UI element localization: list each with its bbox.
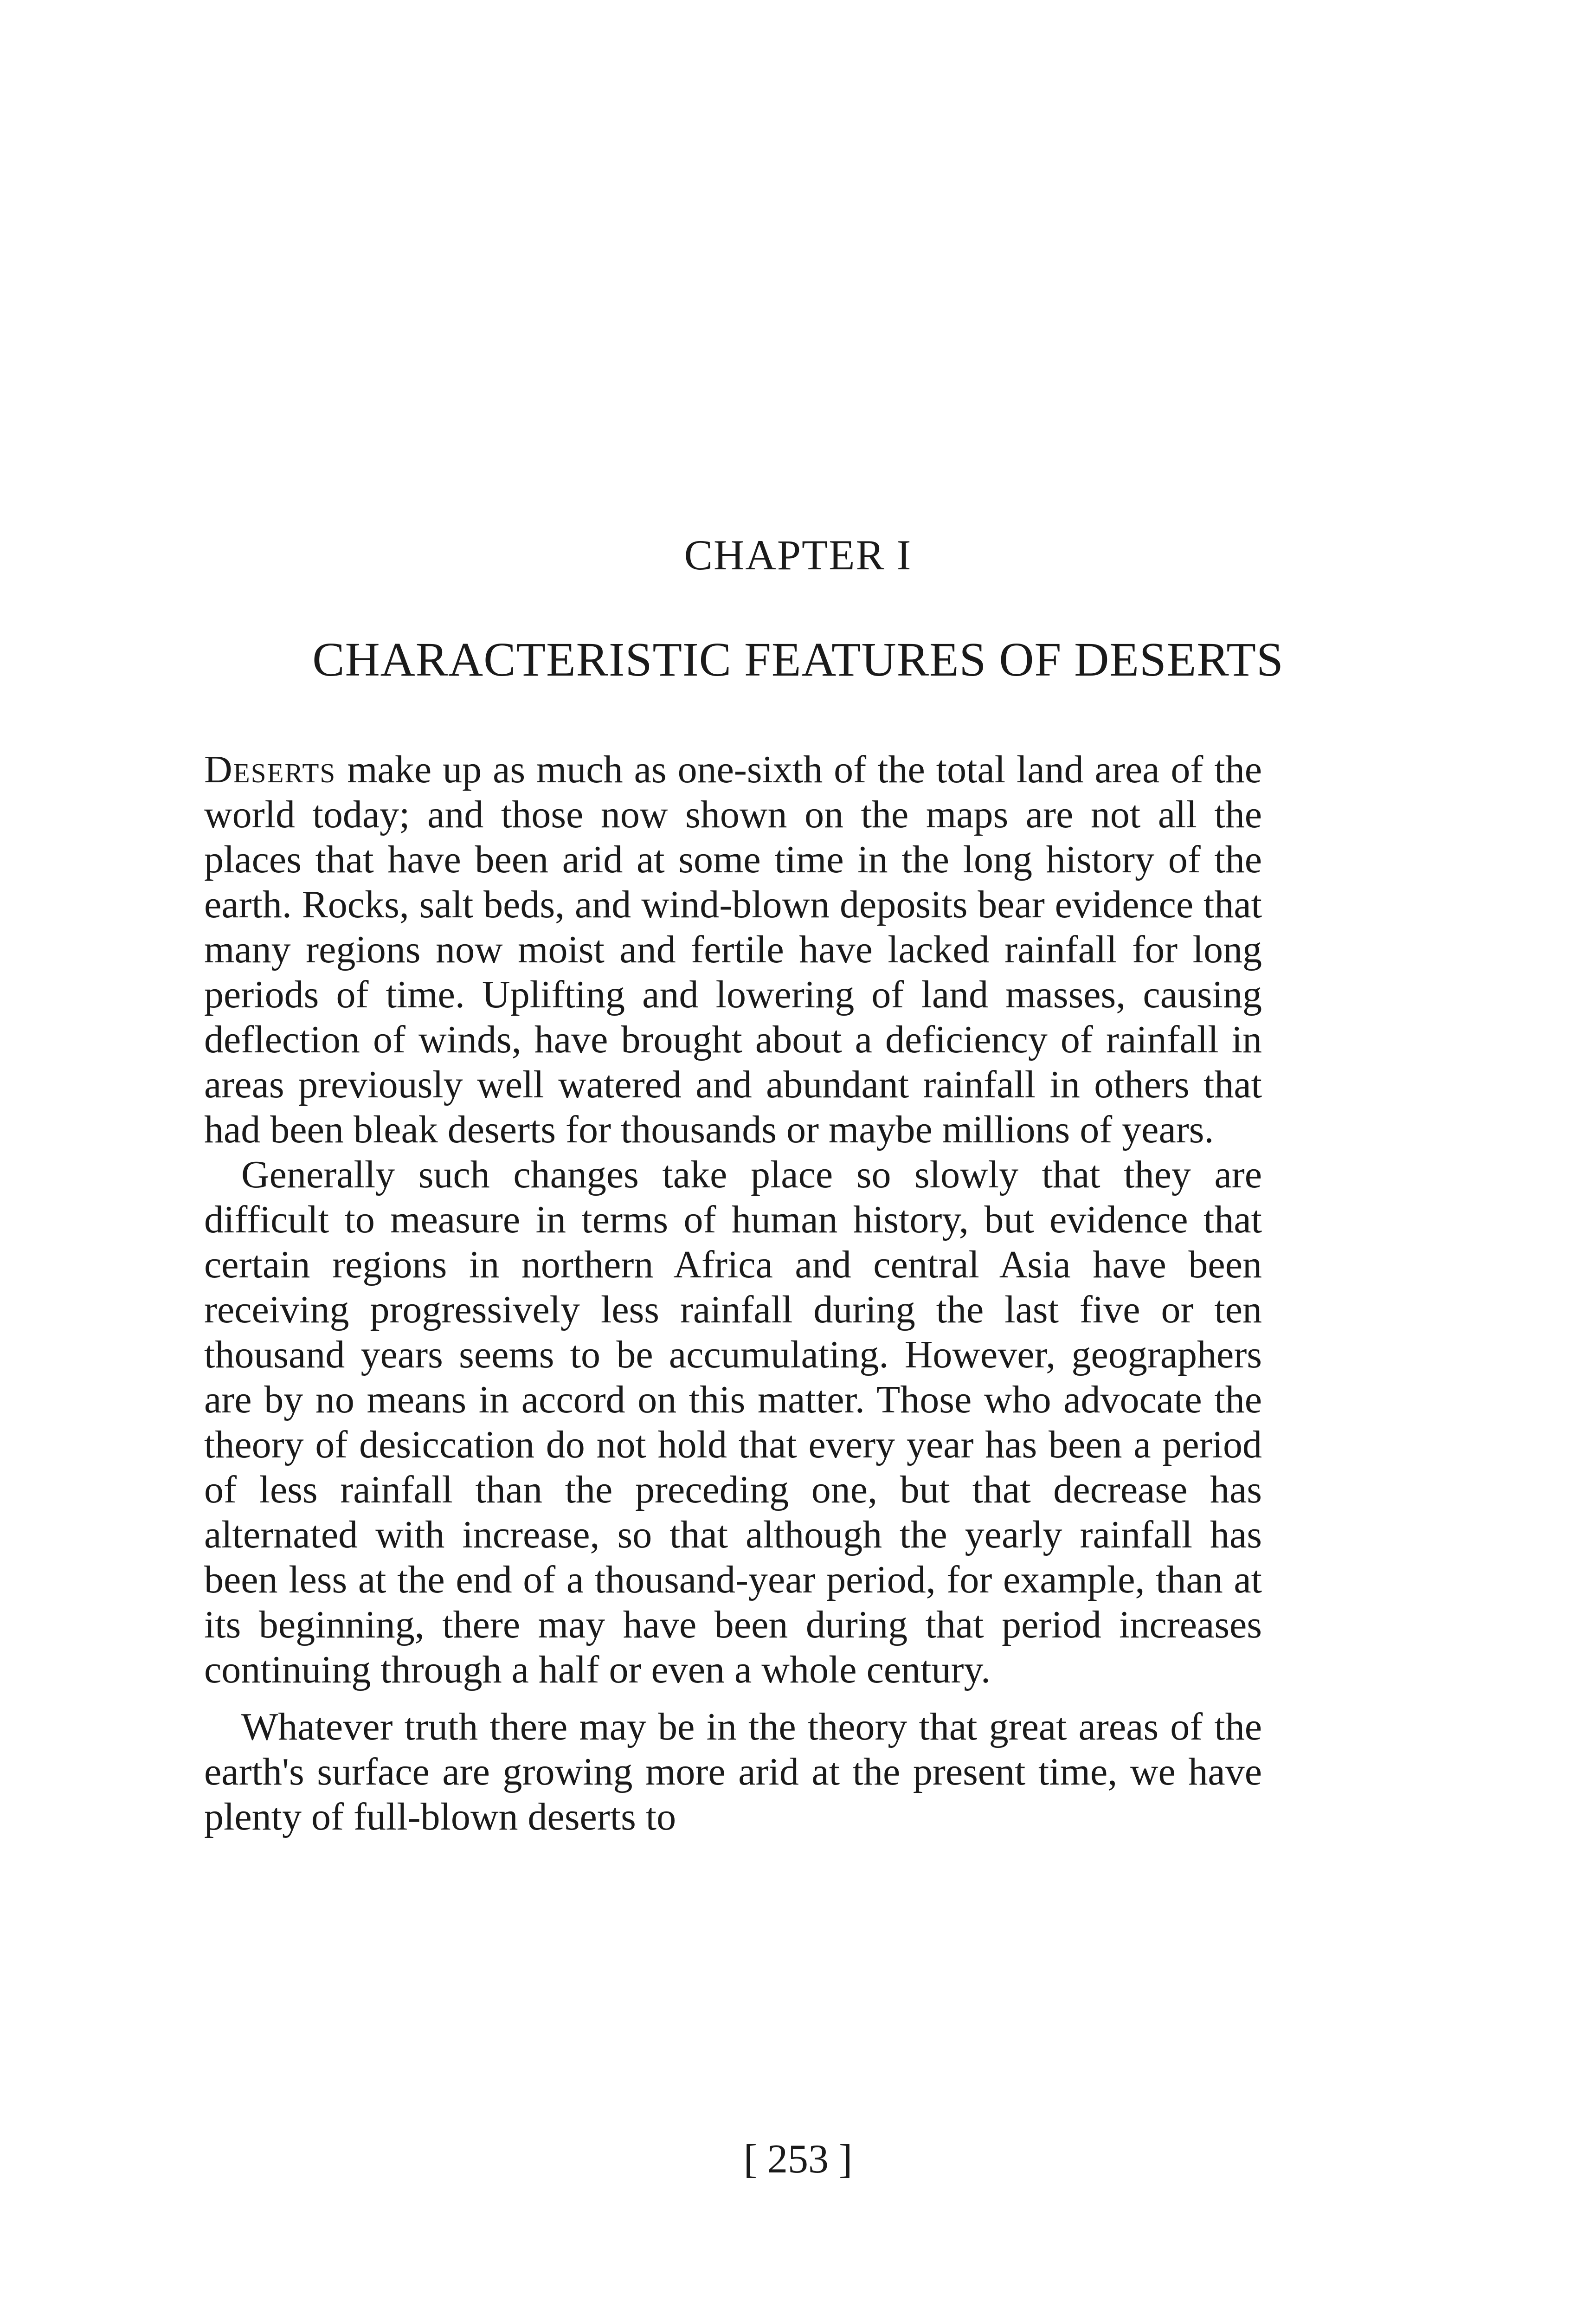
paragraph-1-text: make up as much as one-sixth of the total land area of the world today; and those now shown on the maps are not all the places that have been arid at some time in the long history of the earth. Rocks, salt beds, and wind-blown deposits bear evidence that many regions now moist and fertile have lacked rainfall for long periods of time. Uplifting and lowering of land masses, causing deflection of winds, have brought about a deficiency of rainfall in areas previously well watered and abundant rainfall in others that had been bleak deserts for thousands or maybe millions of years. (204, 748, 1262, 1151)
body-text (204, 747, 1262, 1839)
chapter-label: CHAPTER I (684, 531, 912, 579)
paragraph-1-lead-word: Deserts (204, 748, 336, 791)
paragraph-3: Whatever truth there may be in the theory that great areas of the earth's surface are growing more arid at the present time, we have plenty of full-blown deserts to (204, 1705, 1262, 1838)
page-number: [ 253 ] (743, 2137, 853, 2182)
paragraph-1 (204, 747, 1262, 1152)
chapter-title: CHARACTERISTIC FEATURES OF DESERTS (312, 633, 1284, 686)
paragraph-2: Generally such changes take place so slowly that they are difficult to measure in terms of human history, but evidence that certain regions in northern Africa and central Asia have been receiving progressively less rainfall during the last five or ten thousand years seems to be accumulating. However, geographers are by no means in accord on this matter. Those who advocate the theory of desiccation do not hold that every year has been a period of less rainfall than the preceding one, but that decrease has alternated with increase, so that although the yearly rainfall has been less at the end of a thousand-year period, for example, than at its beginning, there may have been during that period increases continuing through a half or even a whole century. (204, 1153, 1262, 1691)
